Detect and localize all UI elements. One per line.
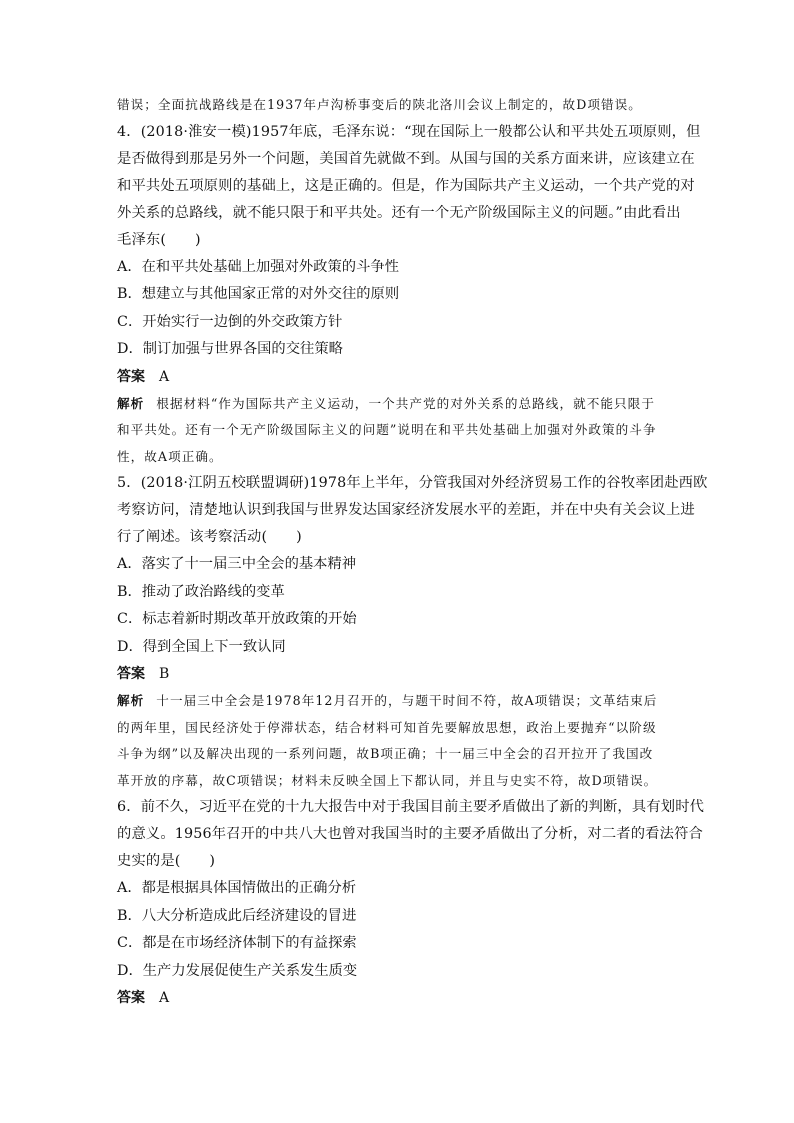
answer-label: 答案: [117, 666, 145, 682]
explanation-label: 解析: [117, 395, 145, 411]
question-5-option-c: C．标志着新时期改革开放政策的开始: [117, 611, 357, 627]
question-4-stem-line: 外关系的总路线，就不能只限于和平共处。还有一个无产阶级国际主义的问题。”由此看出: [117, 204, 681, 221]
question-5-option-d: D．得到全国上下一致认同: [117, 638, 286, 655]
question-6-option-c: C．都是在市场经济体制下的有益探索: [117, 935, 357, 951]
explanation-text: 十一届三中全会是1978年12月召开的，与题干时间不符，故A项错误；文革结束后: [156, 693, 658, 708]
question-5-stem-line: 考察访问，清楚地认识到我国与世界发达国家经济发展水平的差距，并在中央有关会议上进: [117, 502, 695, 518]
answer-label: 答案: [117, 368, 145, 385]
question-4-explanation-line: 性，故A项正确。: [117, 448, 223, 464]
question-6-answer: [117, 985, 677, 1012]
question-6-stem-line: 6．前不久，习近平在党的十九大报告中对于我国目前主要矛盾做出了新的判断，具有划时代: [117, 799, 705, 815]
question-6: [117, 794, 705, 1012]
question-5-explanation-line: 革开放的序幕，故C项错误；材料未反映全国上下都认同，并且与史实不符，故D项错误。: [117, 772, 658, 788]
question-5-explanation-line: [117, 688, 677, 715]
question-6-option-a: A．都是根据具体国情做出的正确分析: [117, 880, 357, 896]
question-5: [117, 470, 708, 794]
question-5-option-a: A．落实了十一届三中全会的基本精神: [117, 556, 357, 572]
question-4-stem-line: 毛泽东( ): [117, 231, 201, 248]
answer-value: A: [159, 990, 170, 1006]
question-4-stem-line: 和平共处五项原则的基础上，这是正确的。但是，作为国际共产主义运动，一个共产党的对: [117, 177, 695, 194]
question-4-option-c: C．开始实行一边倒的外交政策方针: [117, 313, 343, 330]
question-4-explanation-line: 和平共处。还有一个无产阶级国际主义的问题”说明在和平共处基础上加强对外政策的斗争: [117, 422, 657, 437]
question-5-option-b: B．推动了政治路线的变革: [117, 583, 285, 600]
question-6-option-d: D．生产力发展促使生产关系发生质变: [117, 962, 358, 979]
question-4-option-b: B．想建立与其他国家正常的对外交往的原则: [117, 286, 400, 302]
question-6-stem-line: 史实的是( ): [117, 853, 216, 869]
question-5-explanation-line: 的两年里，国民经济处于停滞状态，结合材料可知首先要解放思想，政治上要抛弃“以阶级: [117, 719, 657, 735]
question-4-explanation-line: [117, 391, 677, 418]
question-5-answer: [117, 661, 677, 688]
question-4-stem-line: 4．(2018·淮安一模)1957年底，毛泽东说：“现在国际上一般都公认和平共处五项原则，但: [117, 123, 701, 140]
question-5-stem-line: 5．(2018·江阴五校联盟调研)1978年上半年，分管我国对外经济贸易工作的谷牧率团赴西欧: [117, 475, 708, 491]
question-6-stem-line: 的意义。1956年召开的中共八大也曾对我国当时的主要矛盾做出了分析，对二者的看法符合: [117, 826, 703, 842]
answer-value: A: [159, 368, 170, 385]
question-4-option-a: A．在和平共处基础上加强对外政策的斗争性: [117, 258, 399, 275]
question-4: [117, 119, 701, 471]
document-page: [117, 92, 708, 1012]
prev-explanation-tail: 错误；全面抗战路线是在1937年卢沟桥事变后的陕北洛川会议上制定的，故D项错误。: [117, 97, 642, 112]
explanation-text: 根据材料“作为国际共产主义运动，一个共产党的对外关系的总路线，就不能只限于: [156, 395, 655, 411]
answer-value: B: [159, 666, 170, 682]
question-4-stem-line: 是否做得到那是另外一个问题，美国首先就做不到。从国与国的关系方面来讲，应该建立在: [117, 150, 695, 167]
question-6-option-b: B．八大分析造成此后经济建设的冒进: [117, 907, 357, 924]
question-5-stem-line: 行了阐述。该考察活动( ): [117, 529, 302, 545]
answer-label: 答案: [117, 990, 145, 1006]
question-4-answer: [117, 364, 677, 391]
question-4-option-d: D．制订加强与世界各国的交往策略: [117, 341, 343, 357]
question-5-explanation-line: 斗争为纲”以及解决出现的一系列问题，故B项正确；十一届三中全会的召开拉开了我国改: [117, 746, 654, 761]
explanation-label: 解析: [117, 693, 145, 708]
